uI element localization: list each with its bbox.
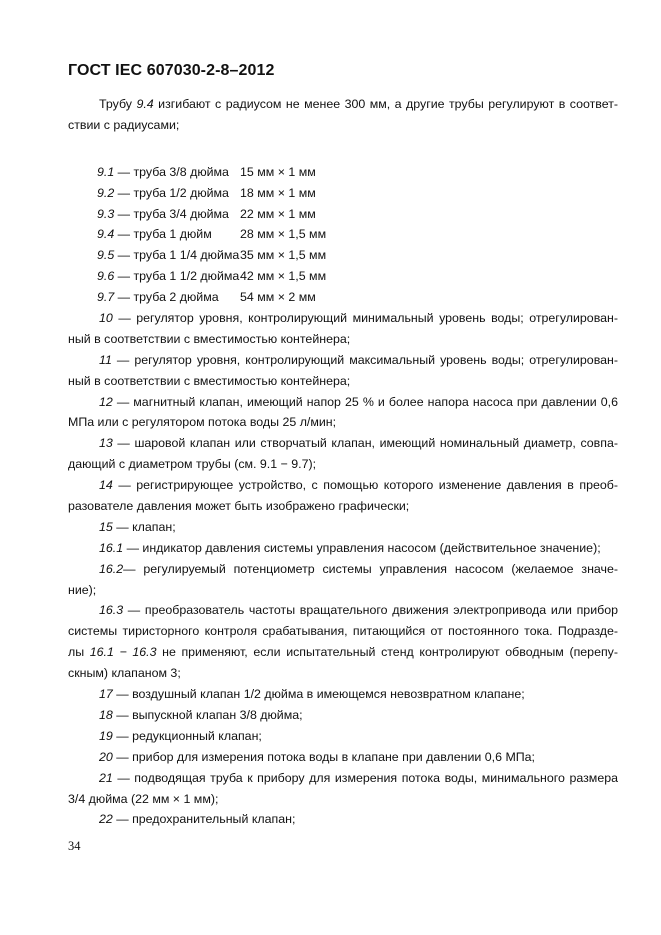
legend-item <box>68 684 618 705</box>
text-line <box>68 621 618 642</box>
text-line <box>68 308 618 329</box>
text-segment: ствии с радиусами; <box>68 117 180 132</box>
text-line <box>68 600 618 621</box>
text-segment: скным) клапаном 3; <box>68 666 181 681</box>
text-segment: Трубу <box>99 97 137 111</box>
pipe-number: 9.5 <box>97 248 115 263</box>
text-segment: — воздушный клапан 1/2 дюйма в имеющемся невозвратном клапане; <box>112 687 525 702</box>
document-title: ГОСТ IEC 607030-2-8–2012 <box>68 62 275 79</box>
legend-item <box>68 600 618 684</box>
pipe-description: — труба 1/2 дюйма <box>114 185 229 200</box>
pipe-list-item <box>68 287 618 308</box>
item-number: 11 <box>99 352 112 367</box>
item-number: 16.3 <box>99 603 124 618</box>
text-line <box>68 726 618 747</box>
legend-item <box>68 768 618 810</box>
text-segment: — редукционный клапан; <box>112 728 262 743</box>
pipe-dimensions: 22 мм × 1 мм <box>240 206 316 221</box>
item-number: 21 <box>99 770 113 785</box>
pipe-dimensions: 15 мм × 1 мм <box>240 164 316 179</box>
text-segment: — регистрирующее устройство, с помощью которого изменение давления в преоб- <box>112 478 618 493</box>
item-number: 14 <box>99 478 113 493</box>
text-line <box>68 684 618 705</box>
legend-item <box>68 517 618 538</box>
pipe-dimensions: 18 мм × 1 мм <box>240 185 316 200</box>
text-line <box>68 580 618 601</box>
pipe-list-item <box>68 266 618 287</box>
text-segment: — шаровой клапан или створчатый клапан, имеющий номинальный диаметр, совпа- <box>112 436 618 451</box>
pipe-number: 9.4 <box>97 227 115 242</box>
text-line <box>68 329 618 350</box>
text-line <box>68 350 618 371</box>
text-segment: — индикатор давления системы управления насосом (действительное значение); <box>123 540 601 555</box>
document-body <box>68 94 618 830</box>
text-line <box>68 809 618 830</box>
pipe-list-item <box>68 183 618 204</box>
text-segment: — прибор для измерения потока воды в клапане при давлении 0,6 МПа; <box>112 749 536 764</box>
text-segment: — регулятор уровня, контролирующий максимальный уровень воды; отрегулирован- <box>111 352 618 367</box>
text-segment: ние); <box>68 582 97 597</box>
pipe-dimensions: 42 мм × 1,5 мм <box>240 269 327 284</box>
pipe-dimensions: 54 мм × 2 мм <box>240 290 316 305</box>
pipe-number: 9.1 <box>97 164 115 179</box>
text-segment: разователе давления может быть изображено графически; <box>68 499 410 514</box>
pipe-description: — труба 1 дюйм <box>114 227 212 242</box>
legend-item <box>68 433 618 475</box>
pipe-dimensions: 35 мм × 1,5 мм <box>240 248 327 263</box>
item-number: 22 <box>99 812 113 827</box>
legend-item <box>68 392 618 434</box>
pipe-list-item <box>68 204 618 225</box>
text-segment: изгибают с радиусом не менее 300 мм, а другие трубы регулируют в соответ- <box>153 97 618 111</box>
text-segment: системы тиристорного контроля срабатывания, питающийся от постоянного тока. Подразде- <box>68 624 618 639</box>
text-line <box>68 705 618 726</box>
legend-item <box>68 726 618 747</box>
pipe-number: 9.6 <box>97 269 115 284</box>
legend-item <box>68 475 618 517</box>
text-line <box>68 392 618 413</box>
text-segment: — подводящая труба к прибору для измерения потока воды, минимального размера <box>112 770 618 785</box>
text-line <box>68 454 618 475</box>
item-number: 15 <box>99 519 113 534</box>
pipe-number: 9.7 <box>97 290 115 305</box>
text-line <box>68 517 618 538</box>
text-segment: — клапан; <box>112 519 176 534</box>
pipe-size-list <box>68 162 618 308</box>
pipe-list-item <box>68 224 618 245</box>
page-number: 34 <box>68 839 81 853</box>
legend-item <box>68 308 618 350</box>
text-line <box>68 747 618 768</box>
pipe-list-item <box>68 162 618 183</box>
text-line <box>68 412 618 433</box>
text-line <box>68 559 618 580</box>
text-segment: 3/4 дюйма (22 мм × 1 мм); <box>68 791 219 806</box>
pipe-number: 9.3 <box>97 206 115 221</box>
item-number: 18 <box>99 707 113 722</box>
legend-item <box>68 350 618 392</box>
item-number: 16.1 − 16.3 <box>89 645 157 660</box>
pipe-description: — труба 3/4 дюйма <box>114 206 229 221</box>
text-line <box>68 496 618 517</box>
pipe-description: — труба 1 1/4 дюйма <box>114 248 240 263</box>
pipe-number: 9.2 <box>97 185 115 200</box>
pipe-list-item <box>68 245 618 266</box>
text-line <box>68 115 618 136</box>
pipe-description: — труба 2 дюйма <box>114 290 219 305</box>
text-segment: — выпускной клапан 3/8 дюйма; <box>112 707 303 722</box>
item-number: 10 <box>99 311 113 326</box>
text-segment: — предохранительный клапан; <box>112 812 296 827</box>
pipe-dimensions: 28 мм × 1,5 мм <box>240 227 327 242</box>
item-number: 13 <box>99 436 113 451</box>
text-segment: дающий с диаметром трубы (см. 9.1 − 9.7); <box>68 457 317 472</box>
legend-item <box>68 705 618 726</box>
item-number: 17 <box>99 687 113 702</box>
text-segment: ный в соответствии с вместимостью контейнера; <box>68 331 351 346</box>
item-number: 16.1 <box>99 540 124 555</box>
text-line <box>68 642 618 663</box>
item-number: 19 <box>99 728 113 743</box>
text-segment: — регулируемый потенциометр системы управления насосом (желаемое значе- <box>123 561 618 576</box>
text-line <box>68 663 618 684</box>
text-line <box>68 768 618 789</box>
pipe-description: — труба 3/8 дюйма <box>114 164 229 179</box>
intro-paragraph <box>68 94 618 136</box>
text-segment: — магнитный клапан, имеющий напор 25 % и более напора насоса при давлении 0,6 <box>112 394 618 409</box>
text-line <box>68 538 618 559</box>
pipe-description: — труба 1 1/2 дюйма <box>114 269 240 284</box>
text-segment: — регулятор уровня, контролирующий минимальный уровень воды; отрегулирован- <box>112 311 618 326</box>
text-line <box>68 371 618 392</box>
text-line <box>68 433 618 454</box>
item-number: 20 <box>99 749 113 764</box>
text-line <box>68 475 618 496</box>
text-segment: ный в соответствии с вместимостью контейнера; <box>68 373 351 388</box>
text-line <box>68 94 618 115</box>
item-number: 9.4 <box>136 97 154 111</box>
paragraph <box>68 94 618 136</box>
item-number: 16.2 <box>99 561 124 576</box>
text-line <box>68 789 618 810</box>
text-segment: МПа или с регулятором потока воды 25 л/мин; <box>68 415 337 430</box>
legend-item <box>68 559 618 601</box>
text-segment: не применяют, если испытательный стенд контролируют обводным (перепу- <box>156 645 618 660</box>
legend-item <box>68 809 618 830</box>
text-segment: — преобразователь частоты вращательного движения электропривода или прибор <box>123 603 618 618</box>
legend-items <box>68 308 618 830</box>
item-number: 12 <box>99 394 113 409</box>
legend-item <box>68 538 618 559</box>
legend-item <box>68 747 618 768</box>
text-segment: лы <box>68 645 90 660</box>
